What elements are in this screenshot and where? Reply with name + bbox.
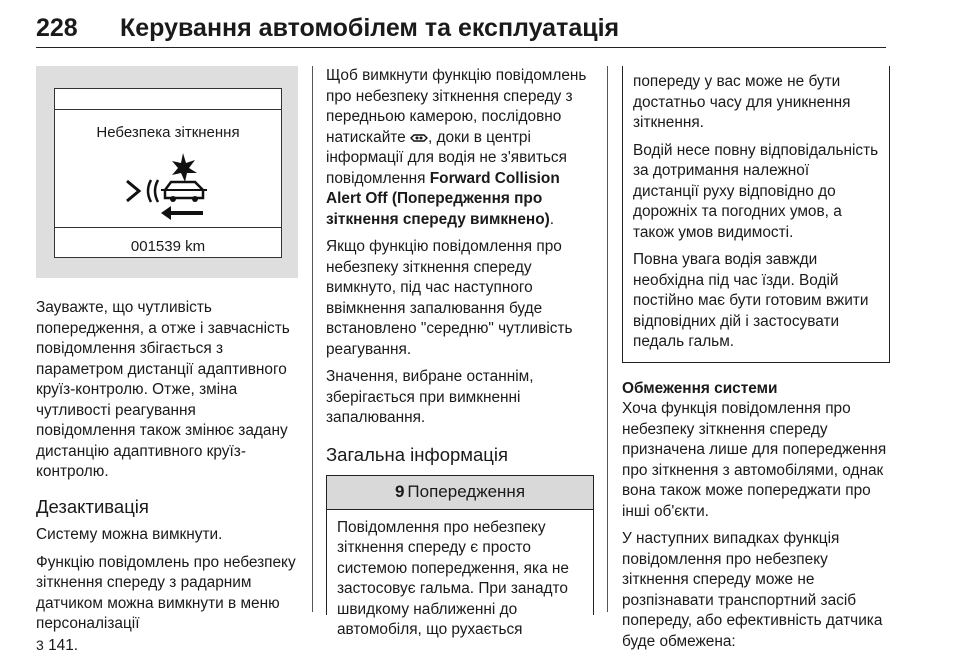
warning-box-continued: [622, 66, 890, 363]
column-divider-1: [312, 66, 313, 612]
paragraph-radar-disable: [36, 553, 298, 657]
sentence-end: .: [549, 210, 555, 228]
paragraph-other-objects: Хоча функція повідомлення про небезпеку зіткнення спереду призначена лише для попередження про зіткнення з автомобілями, однак вона також може попереджати про інші об'єкти.: [622, 400, 887, 520]
page-header: [36, 10, 886, 50]
warning-text: Повідомлення про небезпеку зіткнення спереду є просто системою попередження, яка не застосовує гальма. При занадто швидкому наближенні до автомобіля, що рухається: [337, 518, 569, 638]
warning-cont-para-3: Повна увага водія завжди необхідна під час їзди. Водій постійно має бути готовим вжити відповідних дій і застосувати педаль гальм.: [633, 251, 869, 350]
paragraph-camera-disable: [326, 66, 594, 230]
header-divider: [36, 47, 886, 48]
heading-deactivation: Дезактивація: [36, 495, 149, 517]
screen-title: Небезпека зіткнення: [96, 124, 240, 141]
paragraph-can-disable: Систему можна вимкнути.: [36, 526, 223, 543]
column-right: [622, 66, 890, 659]
warning-box: [326, 475, 594, 638]
camera-disable-text: Щоб вимкнути функцію повідомлень про небезпеку зіткнення спереду з передньою камерою, послідовно натискайте: [326, 67, 587, 146]
warning-title: Попередження: [407, 482, 526, 501]
paragraph-default-sensitivity: Якщо функцію повідомлення про небезпеку зіткнення спереду вимкнуто, під час наступного ввімкнення запалювання буде встановлено "середню" чутливість реагування.: [326, 238, 573, 358]
heading-system-limits: Обмеження системи: [622, 379, 778, 397]
figure-collision-display: [36, 66, 298, 278]
odometer-readout: 001539 km: [130, 238, 206, 255]
warning-body-continued: [623, 66, 889, 362]
collision-warning-icon: [125, 151, 215, 223]
warning-cont-para-1: попереду у вас може не бути достатньо часу для уникнення зіткнення.: [633, 73, 851, 131]
forward-collision-off-message: Forward Collision Alert Off (Попередження про зіткнення спереду вимкнено): [326, 169, 560, 228]
page-number: 228: [36, 14, 78, 42]
paragraph-last-value: Значення, вибране останнім, зберігається при вимкненні запалювання.: [326, 368, 534, 426]
paragraph-limited-cases: У наступних випадках функція повідомлення про небезпеку зіткнення спереду може не розпізнавати транспортний засіб попереду, або ефективність датчика буде обмежена:: [622, 530, 883, 650]
warning-triangle-icon: 9: [394, 482, 405, 501]
column-left: [36, 66, 298, 663]
spacer: [622, 363, 890, 379]
paragraph-sensitivity: Зауважте, що чутливість попередження, а отже і завчасність повідомлення збігається з параметром дистанції адаптивного круїз-контролю. Отже, зміна чутливості реагування повідомлення також змінює задану дистанцію адаптивного круїз-контролю.: [36, 299, 290, 480]
column-middle: [326, 66, 594, 638]
warning-cont-para-2: Водій несе повну відповідальність за дотримання належної дистанції руху відповідно до дорожніх та погодних умов, а також умов видимості.: [633, 141, 879, 241]
screen-divider-top: [55, 109, 281, 110]
steering-button-icon: [410, 131, 428, 144]
column-divider-2: [607, 66, 608, 612]
driver-info-screen: [54, 88, 282, 258]
camera-disable-text-cont: , доки в центрі інформації для водія не з'явиться повідомлення: [326, 128, 567, 187]
page-reference-link[interactable]: 141.: [48, 636, 79, 654]
warning-header: [327, 476, 593, 510]
screen-divider-bottom: [55, 227, 281, 228]
heading-general-info: Загальна інформація: [326, 443, 509, 465]
page-title: Керування автомобілем та експлуатація: [120, 14, 620, 42]
radar-disable-text: Функцію повідомлень про небезпеку зіткнення спереду з радарним датчиком можна вимкнути в меню персоналізації: [36, 553, 296, 632]
page-ref-arrow: 3: [36, 636, 44, 653]
